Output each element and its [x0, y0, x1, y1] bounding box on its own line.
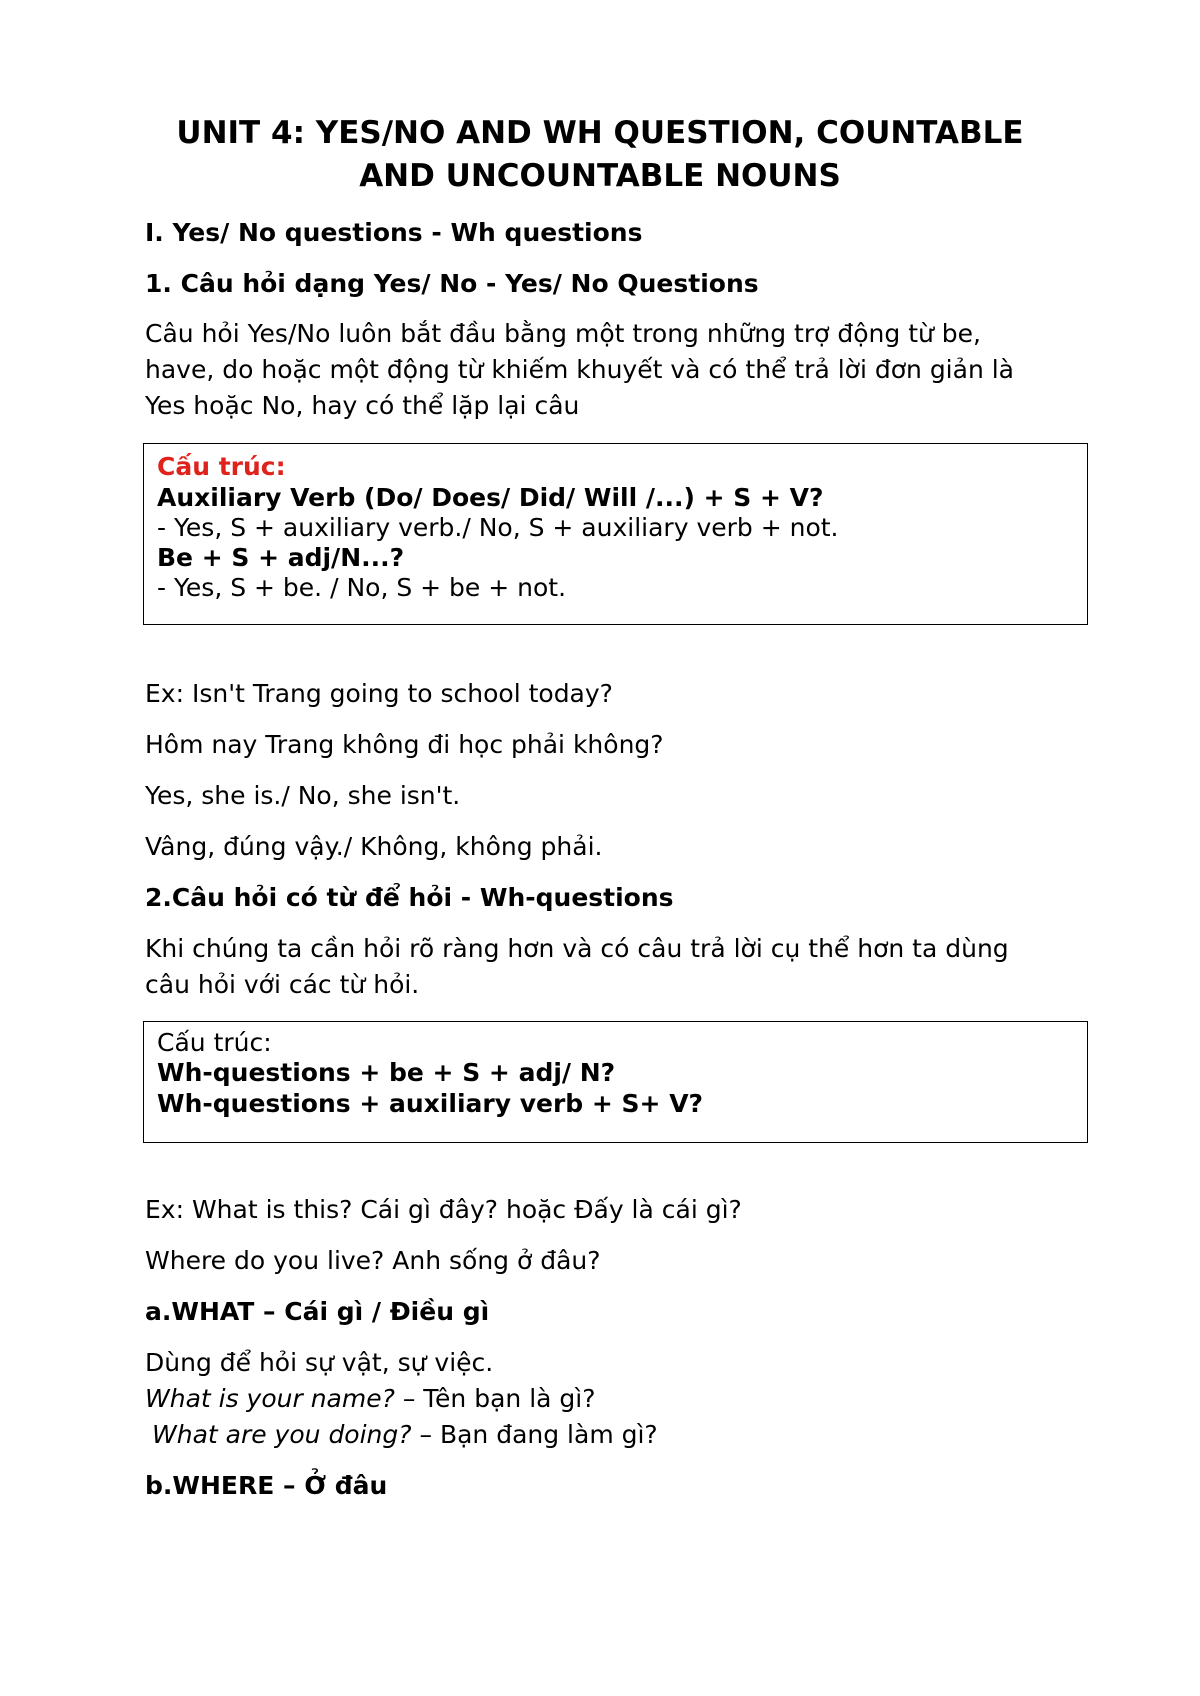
where-heading: b.WHERE – Ở đâu [145, 1471, 388, 1500]
example-line: Ex: What is this? Cái gì đây? hoặc Đấy là cái gì? [145, 1195, 742, 1224]
structure-box-wh [143, 1021, 1088, 1143]
paragraph-line: Câu hỏi Yes/No luôn bắt đầu bằng một trong những trợ động từ be, [145, 319, 981, 348]
subsection-1-heading: 1. Câu hỏi dạng Yes/ No - Yes/ No Questions [145, 269, 759, 298]
structure-label: Cấu trúc: [157, 452, 286, 481]
what-heading: a.WHAT – Cái gì / Điều gì [145, 1297, 490, 1326]
paragraph-line: Khi chúng ta cần hỏi rõ ràng hơn và có câu trả lời cụ thể hơn ta dùng [145, 934, 1009, 963]
example-question: What are you doing? [152, 1420, 412, 1449]
example-translation: – Bạn đang làm gì? [411, 1420, 658, 1449]
paragraph-line: Yes hoặc No, hay có thể lặp lại câu [145, 391, 580, 420]
paragraph-line: have, do hoặc một động từ khiếm khuyết và có thể trả lời đơn giản là [145, 355, 1015, 384]
section-heading: I. Yes/ No questions - Wh questions [145, 218, 643, 247]
structure-formula: Auxiliary Verb (Do/ Does/ Did/ Will /...) + S + V? [157, 483, 824, 512]
example-line: Where do you live? Anh sống ở đâu? [145, 1246, 601, 1275]
what-example [152, 1422, 658, 1447]
example-translation: – Tên bạn là gì? [394, 1384, 596, 1413]
subsection-2-heading: 2.Câu hỏi có từ để hỏi - Wh-questions [145, 883, 674, 912]
example-line: Vâng, đúng vậy./ Không, không phải. [145, 832, 603, 861]
what-description: Dùng để hỏi sự vật, sự việc. [145, 1348, 494, 1377]
unit-title-line-2: AND UNCOUNTABLE NOUNS [359, 158, 841, 194]
structure-box-yes-no [143, 443, 1088, 625]
example-line: Hôm nay Trang không đi học phải không? [145, 730, 664, 759]
example-line: Yes, she is./ No, she isn't. [145, 781, 461, 810]
structure-label: Cấu trúc: [157, 1028, 272, 1057]
structure-formula: Wh-questions + auxiliary verb + S+ V? [157, 1089, 704, 1118]
what-example [145, 1386, 596, 1411]
structure-answer: - Yes, S + auxiliary verb./ No, S + auxiliary verb + not. [157, 513, 839, 542]
structure-formula: Wh-questions + be + S + adj/ N? [157, 1058, 616, 1087]
structure-formula: Be + S + adj/N...? [157, 543, 405, 572]
paragraph-line: câu hỏi với các từ hỏi. [145, 970, 420, 999]
example-line: Ex: Isn't Trang going to school today? [145, 679, 613, 708]
unit-title-line-1: UNIT 4: YES/NO AND WH QUESTION, COUNTABLE [176, 115, 1024, 151]
example-question: What is your name? [145, 1384, 395, 1413]
structure-answer: - Yes, S + be. / No, S + be + not. [157, 573, 567, 602]
